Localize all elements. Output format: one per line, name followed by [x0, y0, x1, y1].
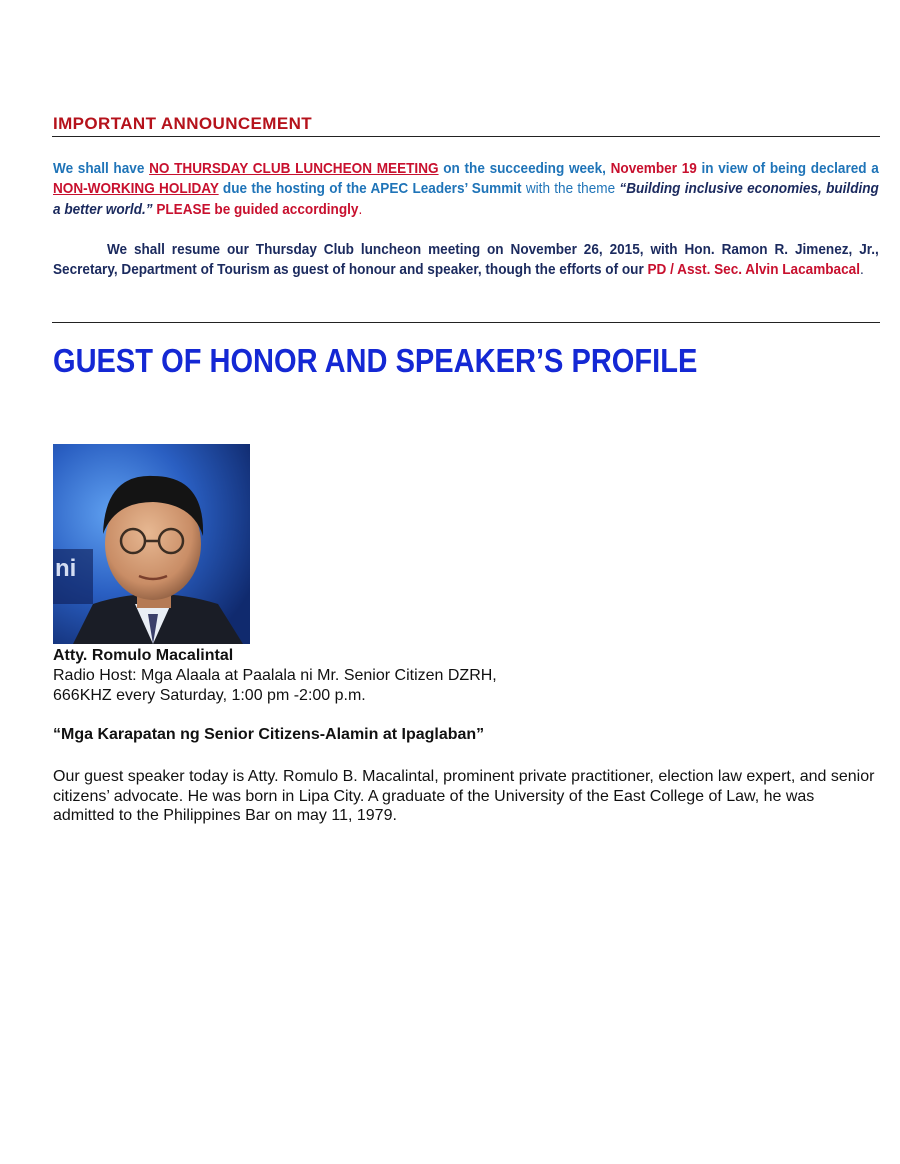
speaker-bio: Our guest speaker today is Atty. Romulo B. Macalintal, prominent private practitioner, election law expert, and senior citizens’ advocate. He was born in Lipa City. A graduate of the University of the East College of Law, he was admitted to the Philippines Bar on may 11, 1979. — [53, 768, 875, 824]
p1-theme: “Building inclusive economies, building a better world.” — [53, 181, 879, 218]
radio-host-line: Radio Host: Mga Alaala at Paalala ni Mr. Senior Citizen DZRH, — [53, 667, 497, 684]
p1-text-a: We shall have — [53, 161, 150, 177]
p1-text-g: due the hosting of the APEC Leaders’ Summit — [218, 181, 522, 198]
p2-text-a: We shall resume our Thursday Club luncheon meeting on November 26, 2015, with Hon. Ramon R. Jimenez, Jr., Secretary, Department of Tourism as guest of honour and speaker, though the efforts of our — [53, 242, 879, 279]
speaker-photo — [53, 444, 250, 644]
profile-title: GUEST OF HONOR AND SPEAKER’S PROFILE — [53, 342, 698, 379]
p2-period: . — [859, 262, 864, 279]
p1-text-c: on the succeeding week, — [438, 161, 611, 177]
p2-officer: PD / Asst. Sec. Alvin Lacambacal — [647, 262, 860, 279]
p1-holiday: NON-WORKING HOLIDAY — [53, 181, 219, 198]
p1-no-meeting: NO THURSDAY CLUB LUNCHEON MEETING — [149, 161, 439, 177]
p1-date: November 19 — [610, 161, 697, 177]
p1-text-e: in view of being declared a — [696, 161, 879, 177]
heading-rule — [52, 136, 880, 137]
announcement-paragraph-1 — [53, 159, 879, 220]
svg-text:ni: ni — [55, 555, 77, 582]
talk-topic: “Mga Karapatan ng Senior Citizens-Alamin at Ipaglaban” — [53, 726, 485, 743]
speaker-name: Atty. Romulo Macalintal — [53, 647, 234, 664]
p1-period: . — [358, 201, 363, 218]
section-rule — [52, 322, 880, 323]
announcement-heading: IMPORTANT ANNOUNCEMENT — [53, 114, 313, 133]
radio-schedule-line: 666KHZ every Saturday, 1:00 pm -2:00 p.m. — [53, 687, 366, 704]
p1-guided: PLEASE be guided accordingly — [152, 201, 359, 218]
p1-text-h: with the theme — [521, 181, 620, 198]
announcement-paragraph-2 — [53, 240, 879, 281]
